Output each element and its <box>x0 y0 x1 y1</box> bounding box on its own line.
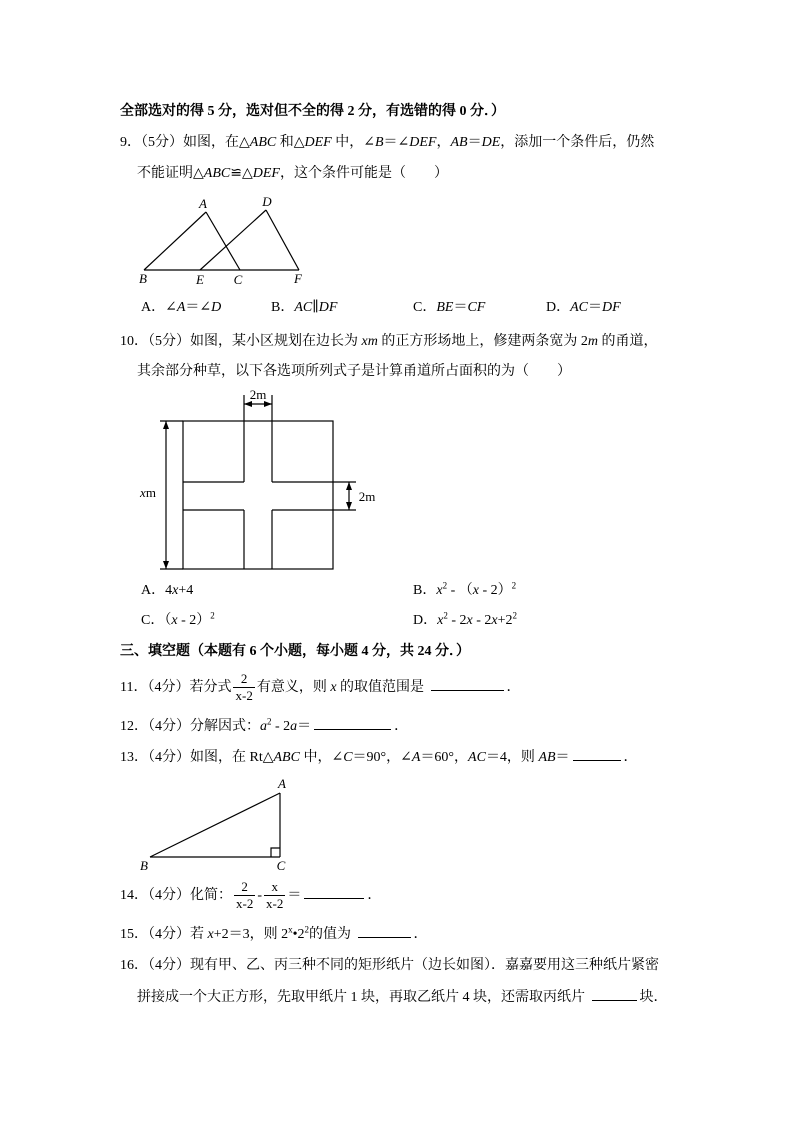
text-run: D． <box>546 300 571 315</box>
text-run: ． <box>394 719 409 734</box>
side-length-unit: m <box>145 485 156 500</box>
text-run: - 2 <box>447 613 467 628</box>
text-run: ＝ <box>588 300 603 315</box>
text-run: 的值为 <box>309 927 355 942</box>
side-length-label <box>139 485 156 500</box>
math-var: AB <box>538 750 556 765</box>
text-run: ． <box>623 750 638 765</box>
vertex-label-c: C <box>276 858 286 873</box>
text-run: ． <box>506 680 521 695</box>
text-run: ＝ <box>287 888 302 903</box>
q9-option-c <box>413 298 485 318</box>
fraction <box>264 880 285 911</box>
side-ab <box>150 793 280 857</box>
text-run: ＝ <box>297 719 312 734</box>
fraction-numerator: x <box>271 879 278 895</box>
math-var: ABC <box>249 135 277 150</box>
vertex-label-c: C <box>233 272 243 287</box>
text-run: ＝4，则 <box>485 750 539 765</box>
text-run: 12．（4分）分解因式： <box>120 719 260 734</box>
q9-option-d <box>546 298 621 318</box>
q16-stem-line-1: 16．（4分）现有甲、乙、丙三种不同的矩形纸片（边长如图）．嘉嘉要用这三种纸片紧密 <box>120 958 659 973</box>
superscript: 2 <box>512 610 518 621</box>
text-run: +4 <box>178 583 194 598</box>
text-run: ＝ <box>467 135 482 150</box>
q14-line <box>120 876 381 916</box>
q9-triangles-figure <box>130 192 315 292</box>
math-var: x <box>466 613 473 628</box>
q16-stem-line-2 <box>137 987 668 1007</box>
text-run: C． <box>413 300 437 315</box>
text-run: +2 <box>497 613 513 628</box>
text-run: 的甬道， <box>597 334 658 349</box>
square-field-outline <box>183 421 333 569</box>
right-angle-mark <box>271 848 280 857</box>
math-var: BE <box>436 300 454 315</box>
math-var: DEF <box>252 166 280 181</box>
text-run: - （ <box>447 583 473 598</box>
text-run: ， <box>436 135 451 150</box>
math-var: x <box>436 583 443 598</box>
answer-blank <box>592 987 637 1001</box>
superscript: x <box>288 924 293 935</box>
text-run: ． <box>367 888 382 903</box>
q13-line <box>120 747 638 767</box>
vertex-label-f: F <box>294 271 302 286</box>
right-road-width-label: 2m <box>358 489 376 504</box>
text-run: 11．（4分）若分式 <box>120 680 232 695</box>
text-run: 和△ <box>276 135 305 150</box>
minus-sign: - <box>257 888 263 903</box>
q12-line <box>120 716 408 736</box>
math-var: a <box>260 719 267 734</box>
q10-option-a <box>141 581 193 601</box>
side-length-variable: x <box>140 485 146 500</box>
text-run: C．（ <box>141 613 172 628</box>
fraction-numerator: 2 <box>240 671 248 687</box>
text-run: +2＝3，则 2 <box>213 927 289 942</box>
math-var: DEF <box>409 135 437 150</box>
superscript: 2 <box>511 580 517 591</box>
vertex-label-e: E <box>196 272 204 287</box>
math-var: a <box>290 719 298 734</box>
q9-stem-line-2 <box>137 164 448 184</box>
q10-stem-line-2: 其余部分种草，以下各选项所列式子是计算甬道所占面积的为（ ） <box>137 364 571 379</box>
q10-option-d <box>413 611 517 631</box>
top-road-width-label: 2m <box>249 387 267 402</box>
q9-option-a <box>141 298 221 318</box>
text-run: 的取值范围是 <box>336 680 428 695</box>
segment-ac <box>206 212 240 270</box>
text-run: B． <box>413 583 437 598</box>
math-var: DEF <box>304 135 332 150</box>
math-var: AB <box>450 135 468 150</box>
vertex-label-a: A <box>199 196 207 211</box>
math-var: AC <box>570 300 589 315</box>
text-run: ∥ <box>312 300 319 315</box>
math-var: DF <box>318 300 338 315</box>
text-run: D． <box>413 613 438 628</box>
text-run: 中，∠ <box>299 750 344 765</box>
q15-line <box>120 924 428 944</box>
text-run: 9．（5分）如图，在△ <box>120 135 250 150</box>
q9-stem-line-1 <box>120 133 654 153</box>
text-run: - 2） <box>177 613 211 628</box>
fraction <box>233 672 254 703</box>
math-var: x <box>171 613 178 628</box>
text-run: ＝60°， <box>420 750 469 765</box>
text-run: - 2 <box>472 613 492 628</box>
math-var: ABC <box>273 750 300 765</box>
text-run: ＝90°，∠ <box>352 750 412 765</box>
math-var: AC <box>468 750 486 765</box>
superscript: 2 <box>443 610 448 621</box>
math-var: x <box>172 583 179 598</box>
math-var: B <box>374 135 384 150</box>
q10-option-b <box>413 581 516 601</box>
q10-square-field-figure <box>135 385 385 575</box>
math-var: xm <box>361 334 378 349</box>
math-var: x <box>472 583 479 598</box>
fraction <box>234 880 255 911</box>
math-var: A <box>176 300 186 315</box>
math-var: DF <box>602 300 621 315</box>
answer-blank <box>304 885 364 899</box>
text-run: 14．（4分）化简： <box>120 888 232 903</box>
math-var: AC <box>294 300 313 315</box>
q10-stem-line-1 <box>120 332 657 352</box>
text-run: 10．（5分）如图，某小区规划在边长为 <box>120 334 362 349</box>
q11-line <box>120 668 521 708</box>
answer-blank <box>573 747 621 761</box>
text-run: •2 <box>292 927 305 942</box>
text-run: ，这个条件可能是（ ） <box>279 166 448 181</box>
text-run: - 2） <box>478 583 512 598</box>
q9-option-b <box>271 298 337 318</box>
math-var: D <box>211 300 222 315</box>
text-run: 有意义，则 <box>256 680 331 695</box>
math-var: x <box>437 613 444 628</box>
vertex-label-d: D <box>262 194 272 209</box>
superscript: 2 <box>304 924 310 935</box>
math-var: x <box>330 680 337 695</box>
text-run: 中，∠ <box>331 135 375 150</box>
vertex-label-b: B <box>140 858 148 873</box>
text-run: B． <box>271 300 295 315</box>
section-3-title: 三、填空题（本题有 6 个小题，每小题 4 分，共 24 分．） <box>120 644 470 659</box>
text-run: ＝ <box>453 300 468 315</box>
text-run: 的正方形场地上，修建两条宽为 2 <box>377 334 588 349</box>
text-run: 13．（4分）如图，在 Rt△ <box>120 750 274 765</box>
text-run: A．∠ <box>141 300 177 315</box>
math-var: x <box>207 927 214 942</box>
math-var: A <box>411 750 421 765</box>
text-run: ． <box>413 927 428 942</box>
fraction-denominator: x-2 <box>266 896 284 912</box>
text-run: ≌△ <box>230 166 253 181</box>
math-var: CF <box>467 300 486 315</box>
text-run: - 2 <box>271 719 291 734</box>
text-run: ＝∠ <box>383 135 410 150</box>
text-run: ，添加一个条件后，仍然 <box>500 135 655 150</box>
math-var: DE <box>481 135 501 150</box>
q10-option-c <box>141 611 215 631</box>
text-run: 不能证明△ <box>137 166 204 181</box>
segment-df <box>266 210 299 270</box>
superscript: 2 <box>267 716 272 727</box>
math-var: x <box>491 613 498 628</box>
text-run: ＝ <box>555 750 570 765</box>
math-var: m <box>587 334 598 349</box>
text-run: A．4 <box>141 583 173 598</box>
vertex-label-a: A <box>278 776 286 791</box>
text-run: 15．（4分）若 <box>120 927 208 942</box>
answer-blank <box>358 924 411 938</box>
vertex-label-b: B <box>139 271 147 286</box>
text-run: ＝∠ <box>185 300 212 315</box>
fraction-denominator: x-2 <box>235 688 253 704</box>
fraction-denominator: x-2 <box>236 896 254 912</box>
text-run: 块． <box>639 990 668 1005</box>
answer-blank <box>431 677 504 691</box>
answer-blank <box>314 716 391 730</box>
superscript: 2 <box>210 610 215 621</box>
q13-right-triangle-figure <box>135 775 295 875</box>
text-run: 拼接成一个大正方形，先取甲纸片 1 块，再取乙纸片 4 块，还需取丙纸片 <box>137 990 589 1005</box>
superscript: 2 <box>442 580 448 591</box>
choice-scoring-note: 全部选对的得 5 分，选对但不全的得 2 分，有选错的得 0 分．） <box>120 104 505 119</box>
math-var: ABC <box>203 166 231 181</box>
math-var: C <box>343 750 353 765</box>
fraction-numerator: 2 <box>241 879 248 895</box>
segment-ab <box>144 212 206 270</box>
